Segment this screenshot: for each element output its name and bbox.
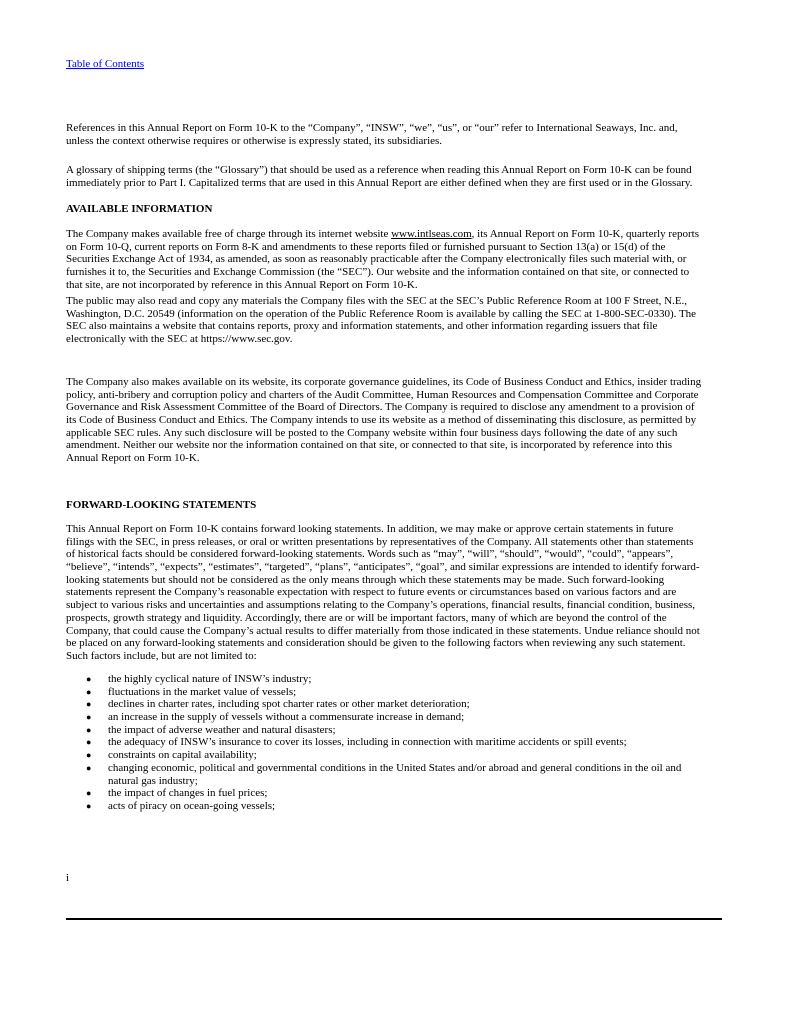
website-paragraph	[66, 228, 726, 291]
governance-paragraph	[66, 376, 726, 465]
text-line: Securities Exchange Act of 1934, as amended, as soon as reasonably practicable after the Company electronically files such material with, or	[66, 253, 687, 266]
text-line: looking statements but should not be considered as the only means through which these statements may be made. Such forward-looking	[66, 573, 665, 586]
list-item-text: the adequacy of INSW’s insurance to cover its losses, including in connection with maritime accidents or spill events;	[108, 736, 627, 749]
list-item	[86, 698, 726, 711]
text-line: SEC also maintains a website that contains reports, proxy and information statements, and other information regarding issuers that file	[66, 320, 658, 333]
text-line: its Code of Business Conduct and Ethics. The Company intends to use its website as a method of disseminating this disclosure, as permitted by	[66, 414, 697, 427]
text-line: be placed on any forward-looking statements and consideration should be given to the following factors when reviewing any such statement.	[66, 637, 686, 650]
text-line: Such factors include, but are not limited to:	[66, 649, 257, 662]
intro-paragraph	[66, 122, 726, 147]
list-item-text: the highly cyclical nature of INSW’s industry;	[108, 673, 312, 685]
list-item-text: acts of piracy on ocean-going vessels;	[108, 799, 276, 812]
list-item-text: declines in charter rates, including spot charter rates or other market deterioration;	[108, 698, 470, 711]
text-line: applicable SEC rules. Any such disclosure will be posted to the Company website within four business days following the date of any such	[66, 426, 678, 439]
bullet-icon: ●	[86, 674, 92, 684]
text: , its Annual Report on Form 10-K, quarterly reports	[471, 228, 699, 240]
bullet-icon: ●	[86, 737, 92, 748]
list-item-text: constraints on capital availability;	[108, 749, 257, 762]
forward-looking-heading: FORWARD-LOOKING STATEMENTS	[66, 499, 257, 511]
bullet-icon: ●	[86, 762, 92, 773]
text: The Company makes available free of charge through its internet website	[66, 228, 392, 240]
list-item	[86, 787, 726, 800]
list-item-text: an increase in the supply of vessels without a commensurate increase in demand;	[108, 711, 465, 724]
list-item	[86, 686, 726, 699]
glossary-paragraph	[66, 164, 726, 189]
list-item-text: the impact of changes in fuel prices;	[108, 787, 268, 800]
forward-looking-paragraph	[66, 523, 726, 663]
page-number: i	[66, 872, 70, 884]
toc-link-wrap	[66, 58, 726, 71]
text-line: The Company also makes available on its website, its corporate governance guidelines, its Code of Business Conduct and Ethics, insider trading	[66, 376, 702, 388]
text-line: The public may also read and copy any materials the Company files with the SEC at the SEC’s Public Reference Room at 100 F Street, N.E.,	[66, 295, 688, 307]
text-line: that site, are not incorporated by reference in this Annual Report on Form 10-K.	[66, 278, 418, 291]
public-reference-paragraph	[66, 295, 726, 346]
bullet-icon: ●	[86, 699, 92, 710]
text-line: prospects, growth strategy and liquidity. Accordingly, there are or will be important factors, many of which are beyond the control of the	[66, 611, 667, 624]
text-line: electronically with the SEC at https://www.sec.gov.	[66, 333, 293, 346]
risk-factors-list	[86, 673, 726, 813]
text-line: subject to various risks and uncertainties and assumptions relating to the Company’s operations, financial results, financial condition, business,	[66, 599, 696, 612]
text-line: This Annual Report on Form 10-K contains forward looking statements. In addition, we may make or approve certain statements in future	[66, 523, 674, 535]
text-line: A glossary of shipping terms (the “Glossary”) that should be used as a reference when reading this Annual Report on Form 10-K can be found	[66, 164, 692, 176]
text-line: “believe”, “intends”, “expects”, “estimates”, “targeted”, “plans”, “anticipates”, “goal”, and similar expressions are intended to identify forward-	[66, 561, 700, 574]
list-item	[86, 749, 726, 762]
text-line: statements represent the Company’s reasonable expectation with respect to future events or circumstances based on various factors and are	[66, 586, 677, 599]
text-line: References in this Annual Report on Form 10-K to the “Company”, “INSW”, “we”, “us”, or “our” refer to International Seaways, Inc. and,	[66, 122, 678, 134]
text-line: unless the context otherwise requires or otherwise is expressly stated, its subsidiaries.	[66, 134, 443, 147]
list-item-text: natural gas industry;	[108, 774, 198, 787]
text-line: on Form 10-Q, current reports on Form 8-K and amendments to these reports filed or furnished pursuant to Section 13(a) or 15(d) of the	[66, 240, 666, 253]
bullet-icon: ●	[86, 712, 92, 723]
bullet-icon: ●	[86, 800, 92, 811]
text-line: Governance and Risk Assessment Committee of the Board of Directors. The Company is required to disclose any amendment to a provision of	[66, 401, 695, 414]
text-line: Washington, D.C. 20549 (information on the operation of the Public Reference Room is available by calling the SEC at 1-800-SEC-0330). The	[66, 307, 697, 320]
text-line: immediately prior to Part I. Capitalized terms that are used in this Annual Report are either defined when they are first used or in the Glossary.	[66, 176, 693, 189]
text-line: Annual Report on Form 10-K.	[66, 452, 200, 465]
text-line: furnishes it to, the Securities and Exchange Commission (the “SEC”). Our website and the information contained on that site, or connected to	[66, 266, 690, 279]
text-line: amendment. Neither our website nor the information contained on that site, or connected to that site, is incorporated by reference into this	[66, 439, 673, 452]
list-item	[86, 673, 726, 686]
page-divider	[66, 918, 722, 920]
bullet-icon: ●	[86, 788, 92, 799]
text-line: of historical facts should be considered forward-looking statements. Words such as “may”, “will”, “should”, “would”, “could”, “appears”,	[66, 548, 674, 561]
list-item-text: fluctuations in the market value of vessels;	[108, 685, 297, 698]
list-item	[86, 711, 726, 724]
bullet-icon: ●	[86, 750, 92, 761]
text-line: Company, that could cause the Company’s actual results to differ materially from those indicated in these statements. Undue reliance should not	[66, 624, 700, 637]
available-information-heading: AVAILABLE INFORMATION	[66, 203, 213, 215]
website-paragraph-rest	[66, 241, 726, 292]
bullet-icon: ●	[86, 724, 92, 735]
list-item-text: the impact of adverse weather and natural disasters;	[108, 723, 336, 736]
list-item-text: changing economic, political and governmental conditions in the United States and/or abroad and general conditions in the oil and	[108, 761, 682, 774]
text-line: filings with the SEC, in press releases, or oral or written presentations by representatives of the Company. All statements other than statements	[66, 535, 694, 548]
website-link[interactable]: www.intlseas.com	[391, 228, 472, 240]
table-of-contents-link[interactable]: Table of Contents	[66, 58, 145, 70]
list-item	[86, 800, 726, 813]
website-paragraph-first-line	[66, 228, 726, 241]
list-item	[86, 724, 726, 737]
bullet-icon: ●	[86, 686, 92, 697]
text-line: policy, anti-bribery and corruption policy and charters of the Audit Committee, Human Resources and Compensation Committee and Corporate	[66, 388, 699, 401]
list-item	[86, 762, 726, 787]
list-item	[86, 736, 726, 749]
